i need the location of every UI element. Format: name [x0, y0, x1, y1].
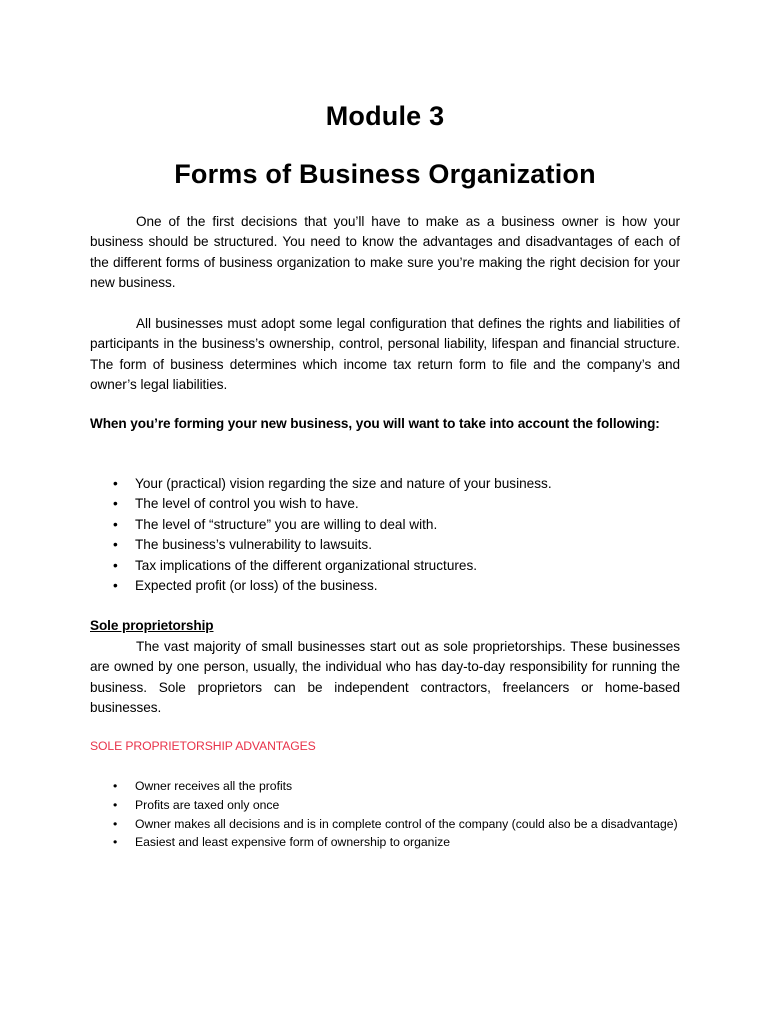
document-title: Forms of Business Organization: [174, 159, 596, 189]
module-title: Module 3: [325, 101, 445, 131]
legal-configuration-paragraph: All businesses must adopt some legal configuration that defines the rights and liabilities of participants in the business’s ownership, control, personal liability, lifespan and financial structure. The form of business determines which income tax return form to file and the company’s and owner’s legal liabilities.: [90, 316, 680, 393]
list-item-text: The level of “structure” you are willing to deal with.: [135, 516, 438, 532]
bullet-icon: •: [113, 516, 118, 532]
list-item-text: The business’s vulnerability to lawsuits.: [135, 537, 372, 553]
list-item: [90, 535, 680, 555]
list-item: [90, 576, 680, 596]
list-item: [90, 777, 680, 796]
list-item: [90, 833, 680, 852]
considerations-lead: When you’re forming your new business, you will want to take into account the following:: [90, 416, 660, 431]
list-item: [90, 796, 680, 815]
considerations-list: [90, 474, 680, 596]
list-item-text: Your (practical) vision regarding the size and nature of your business.: [135, 476, 552, 491]
sole-proprietorship-paragraph: The vast majority of small businesses start out as sole proprietorships. These businesses are owned by one person, usually, the individual who has day-to-day responsibility for running the business. Sole proprietors can be independent contractors, freelancers or home-based businesses.: [90, 639, 680, 716]
bullet-icon: •: [113, 797, 118, 812]
list-item: [90, 474, 680, 494]
list-item: [90, 815, 680, 834]
advantages-list: [90, 777, 680, 852]
list-item: [90, 556, 680, 576]
bullet-icon: •: [113, 496, 118, 512]
list-item: [90, 494, 680, 514]
bullet-icon: •: [113, 537, 118, 553]
list-item-text: Owner makes all decisions and is in complete control of the company (could also be a disadvantage): [135, 816, 678, 831]
bullet-icon: •: [113, 835, 118, 850]
list-item-text: The level of control you wish to have.: [135, 496, 359, 512]
list-item: [90, 515, 680, 535]
list-item-text: Expected profit (or loss) of the business.: [135, 578, 378, 594]
intro-paragraph: One of the first decisions that you’ll have to make as a business owner is how your business should be structured. You need to know the advantages and disadvantages of each of the different forms of business organization to make sure you’re making the right decision for your new business.: [90, 214, 680, 291]
bullet-icon: •: [113, 816, 118, 831]
bullet-icon: •: [113, 476, 118, 491]
advantages-heading: SOLE PROPRIETORSHIP ADVANTAGES: [90, 739, 316, 753]
list-item-text: Tax implications of the different organizational structures.: [135, 557, 478, 573]
list-item-text: Owner receives all the profits: [135, 779, 293, 793]
list-item-text: Profits are taxed only once: [135, 797, 280, 812]
bullet-icon: •: [113, 578, 118, 594]
bullet-icon: •: [113, 779, 118, 793]
sole-proprietorship-heading: Sole proprietorship: [90, 618, 214, 633]
list-item-text: Easiest and least expensive form of ownership to organize: [135, 835, 451, 850]
bullet-icon: •: [113, 557, 118, 573]
